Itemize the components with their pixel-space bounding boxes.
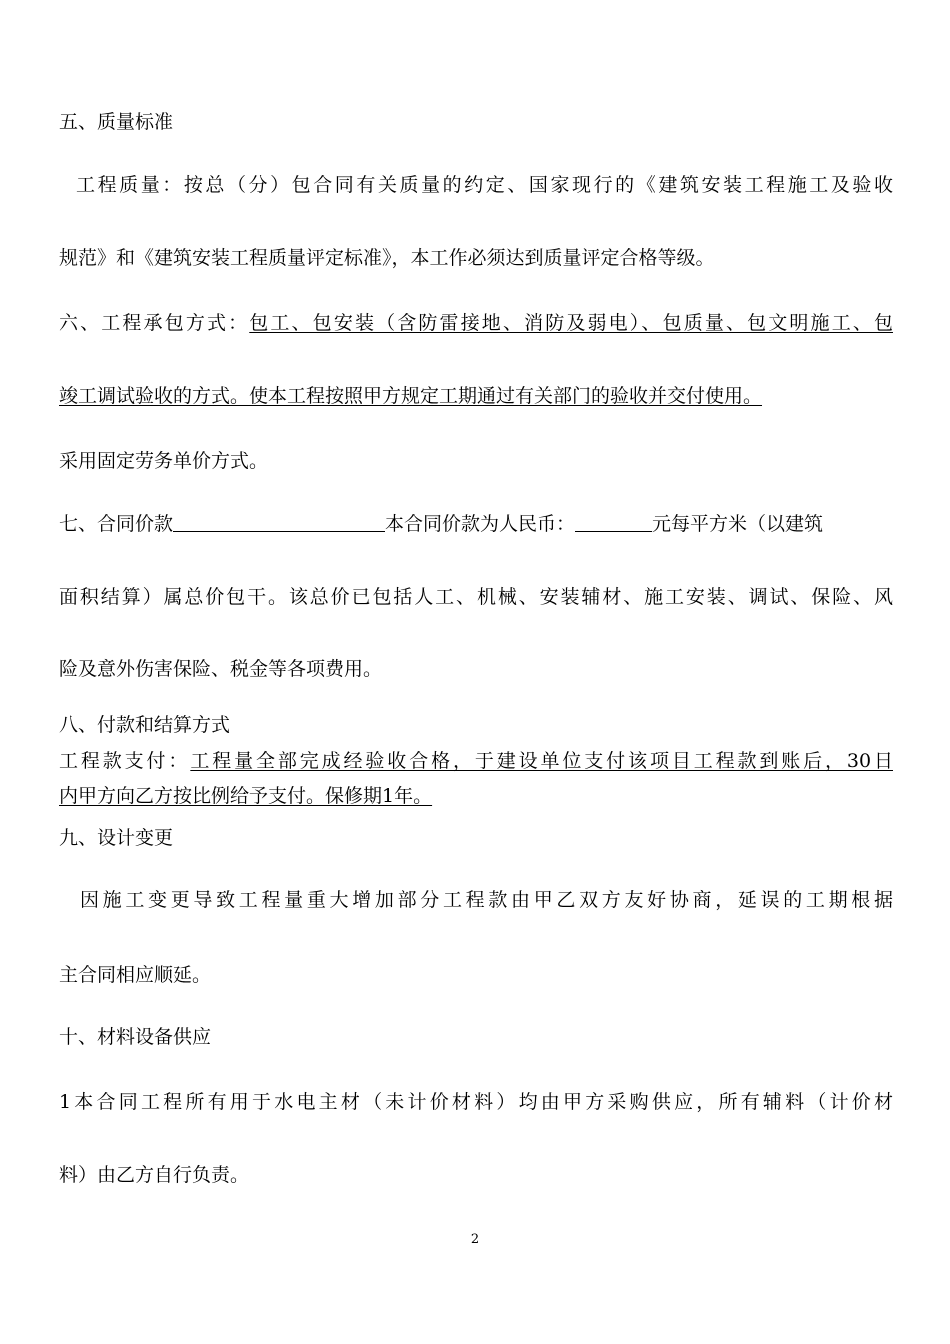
section-7-mid: 本合同价款为人民币： bbox=[385, 513, 576, 535]
section-5-line-1: 工程质量：按总（分）包合同有关质量的约定、国家现行的《建筑安装工程施工及验收 bbox=[76, 174, 893, 196]
contract-price-blank[interactable] bbox=[173, 513, 385, 532]
section-6-line-2 bbox=[59, 384, 762, 408]
section-8-line-1 bbox=[59, 749, 893, 773]
section-10-line-1: 1本合同工程所有用于水电主材（未计价材料）均由甲方采购供应，所有辅料（计价材 bbox=[59, 1091, 893, 1113]
section-9-heading: 九、设计变更 bbox=[59, 827, 174, 849]
section-7-line-2: 面积结算）属总价包干。该总价已包括人工、机械、安装辅材、施工安装、调试、保险、风 bbox=[59, 586, 893, 608]
section-8-label: 工程款支付： bbox=[59, 750, 191, 772]
section-9-line-2: 主合同相应顺延。 bbox=[59, 964, 212, 986]
unit-price-blank[interactable] bbox=[575, 513, 652, 532]
section-5-line-2: 规范》和《建筑安装工程质量评定标准》，本工作必须达到质量评定合格等级。 bbox=[59, 247, 715, 269]
section-8-underlined-1: 工程量全部完成经验收合格，于建设单位支付该项目工程款到账后，30日 bbox=[190, 750, 893, 772]
section-7-line-3: 险及意外伤害保险、税金等各项费用。 bbox=[59, 658, 383, 680]
page-number: 2 bbox=[470, 1232, 480, 1247]
section-7-label: 七、合同价款 bbox=[59, 513, 174, 535]
section-5-heading: 五、质量标准 bbox=[59, 111, 174, 133]
section-7-line-1 bbox=[59, 512, 823, 536]
section-7-tail: 元每平方米（以建筑 bbox=[652, 513, 824, 535]
section-6-underlined-2: 竣工调试验收的方式。使本工程按照甲方规定工期通过有关部门的验收并交付使用。 bbox=[59, 385, 763, 407]
section-8-heading: 八、付款和结算方式 bbox=[59, 714, 231, 736]
section-6-line-3: 采用固定劳务单价方式。 bbox=[59, 450, 269, 472]
section-8-line-2 bbox=[59, 784, 432, 808]
section-10-line-2: 料）由乙方自行负责。 bbox=[59, 1164, 250, 1186]
section-6-underlined-1: 包工、包安装（含防雷接地、消防及弱电）、包质量、包文明施工、包 bbox=[249, 312, 893, 334]
section-10-heading: 十、材料设备供应 bbox=[59, 1026, 212, 1048]
section-8-underlined-2: 内甲方向乙方按比例给予支付。保修期1年。 bbox=[59, 785, 433, 807]
section-6-label: 六、工程承包方式： bbox=[59, 312, 250, 334]
section-9-line-1: 因施工变更导致工程量重大增加部分工程款由甲乙双方友好协商，延误的工期根据 bbox=[80, 889, 893, 911]
section-6-line-1 bbox=[59, 311, 893, 335]
